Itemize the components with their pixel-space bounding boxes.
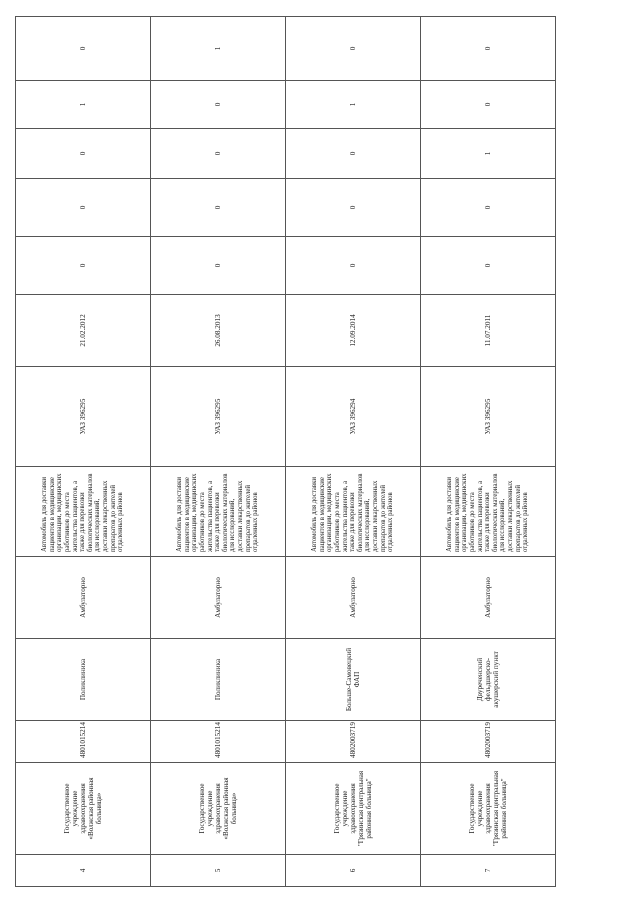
row-number: 4: [16, 855, 151, 887]
unit-name: Двуреченский фельдшерско-акушерский пункт: [421, 639, 556, 721]
organization-code: 4801015214: [151, 721, 286, 763]
value-cell: 0: [286, 17, 421, 81]
vehicle-date: 12.09.2014: [286, 295, 421, 367]
vehicle-date: 26.08.2013: [151, 295, 286, 367]
value-cell: 1: [286, 81, 421, 129]
vehicles-table: [15, 16, 556, 887]
care-mode: Амбулаторно: [151, 557, 286, 639]
value-cell: 1: [421, 129, 556, 179]
table-row: [421, 17, 556, 887]
table-row: [286, 17, 421, 887]
value-cell: 0: [421, 237, 556, 295]
value-cell: 0: [151, 129, 286, 179]
value-cell: 0: [16, 179, 151, 237]
vehicle-model: УАЗ 396295: [421, 367, 556, 467]
value-cell: 0: [286, 237, 421, 295]
value-cell: 0: [286, 129, 421, 179]
unit-name: Поликлиника: [151, 639, 286, 721]
value-cell: 0: [286, 179, 421, 237]
value-cell: 0: [16, 17, 151, 81]
care-mode: Амбулаторно: [421, 557, 556, 639]
row-number: 7: [421, 855, 556, 887]
organization-code: 4801015214: [16, 721, 151, 763]
row-number: 5: [151, 855, 286, 887]
value-cell: 0: [151, 237, 286, 295]
vehicle-purpose: Автомобиль для доставки пациентов в медицинские организации, медицинских работников до места жительства пациентов, а также для перевозки биологических материалов для исследований, доставки лекарственных препаратов до жителей отдаленных районов: [16, 467, 151, 557]
value-cell: 0: [151, 179, 286, 237]
care-mode: Амбулаторно: [286, 557, 421, 639]
value-cell: 1: [151, 17, 286, 81]
organization-code: 4802003719: [286, 721, 421, 763]
organization-name: Государственное учреждение здравоохранения «Волжская районная больница»: [151, 763, 286, 855]
organization-name: Государственное учреждение здравоохранения «Волжская районная больница»: [16, 763, 151, 855]
value-cell: 0: [421, 81, 556, 129]
vehicle-purpose: Автомобиль для доставки пациентов в медицинские организации, медицинских работников до места жительства пациентов, а также для перевозки биологических материалов для исследований, доставки лекарственных препаратов до жителей отдаленных районов: [421, 467, 556, 557]
unit-name: Больше-Самовецкий ФАП: [286, 639, 421, 721]
value-cell: 1: [16, 81, 151, 129]
value-cell: 0: [421, 17, 556, 81]
vehicle-purpose: Автомобиль для доставки пациентов в медицинские организации, медицинских работников до места жительства пациентов, а также для перевозки биологических материалов для исследований, доставки лекарственных препаратов до жителей отдаленных районов: [286, 467, 421, 557]
vehicle-model: УАЗ 396294: [286, 367, 421, 467]
table-row: [151, 17, 286, 887]
vehicle-model: УАЗ 396295: [16, 367, 151, 467]
value-cell: 0: [151, 81, 286, 129]
table-row: [16, 17, 151, 887]
unit-name: Поликлиника: [16, 639, 151, 721]
organization-code: 4802003719: [421, 721, 556, 763]
value-cell: 0: [16, 237, 151, 295]
organization-name: Государственное учреждение здравоохранения "Грязинская центральная районная больница": [286, 763, 421, 855]
value-cell: 0: [16, 129, 151, 179]
vehicle-purpose: Автомобиль для доставки пациентов в медицинские организации, медицинских работников до места жительства пациентов, а также для перевозки биологических материалов для исследований, доставки лекарственных препаратов до жителей отдаленных районов: [151, 467, 286, 557]
rotated-table-container: [15, 17, 555, 887]
organization-name: Государственное учреждение здравоохранения "Грязинская центральная районная больница": [421, 763, 556, 855]
vehicle-date: 11.07.2011: [421, 295, 556, 367]
vehicle-model: УАЗ 396295: [151, 367, 286, 467]
row-number: 6: [286, 855, 421, 887]
care-mode: Амбулаторно: [16, 557, 151, 639]
value-cell: 0: [421, 179, 556, 237]
vehicle-date: 21.02.2012: [16, 295, 151, 367]
